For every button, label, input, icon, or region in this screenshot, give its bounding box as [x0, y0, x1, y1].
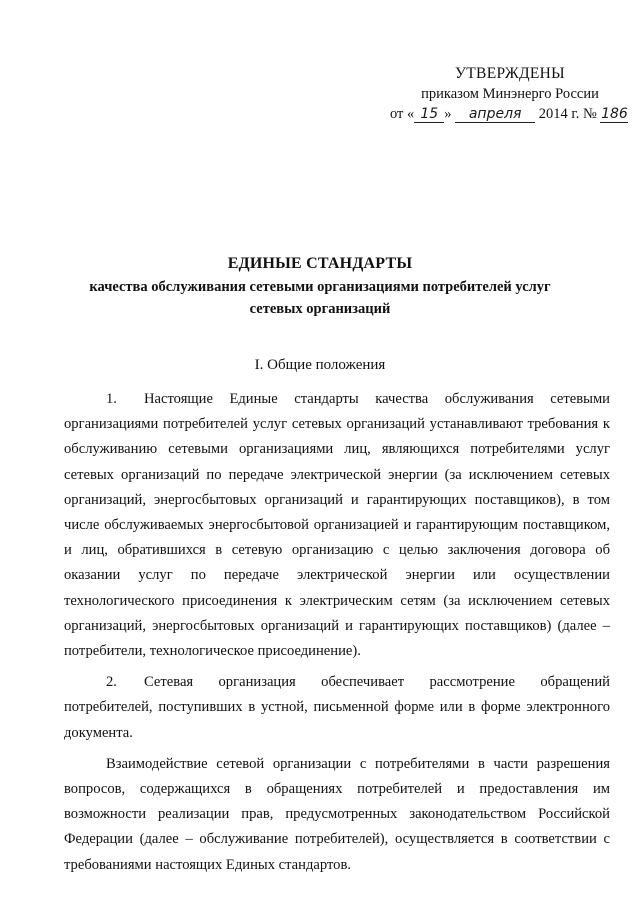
document-title — [0, 252, 640, 320]
order-authority: приказом Минэнерго России — [421, 86, 599, 102]
approval-stamp — [390, 64, 630, 124]
title-main: ЕДИНЫЕ СТАНДАРТЫ — [227, 255, 413, 272]
paragraph-1-text: Настоящие Единые стандарты качества обслуживания сетевыми организациями потребителей услуг сетевых организаций устанавливают требования к обслуживанию сетевыми организациями лиц, являющихся потребителями услуг сетевых организаций по передаче электрической энергии (за исключением сетевых организаций, энергосбытовых организаций и гарантирующих поставщиков), в том числе обслуживаемых энергосбытовой организацией и гарантирующим поставщиком, и лиц, обратившихся в сетевую организацию с целью заключения договора об оказании услуг по передаче электрической энергии или осуществлении технологического присоединения к электрическим сетям (за исключением сетевых организаций, энергосбытовых организаций и гарантирующих поставщиков) (далее – потребители, технологическое присоединение). — [64, 391, 610, 660]
handwritten-order-number: 186 — [601, 106, 628, 122]
section-heading: I. Общие положения — [254, 357, 386, 373]
title-subtitle-line-2: сетевых организаций — [249, 301, 391, 317]
date-prefix: от « — [390, 106, 415, 122]
title-subtitle-line-1: качества обслуживания сетевыми организациями потребителей услуг — [89, 279, 551, 295]
handwritten-month: апреля — [455, 106, 535, 123]
year-and-number-label: 2014 г. № — [538, 106, 597, 122]
order-date-line — [390, 104, 630, 124]
paragraph-2-number: 2. — [106, 674, 117, 691]
paragraph-3: Взаимодействие сетевой организации с потребителями в части разрешения вопросов, содержащихся в обращениях потребителей и предоставления им возможности реализации прав, предусмотренных законодательством Российской Федерации (далее – обслуживание потребителей), осуществляется в соответствии с требованиями настоящих Единых стандартов. — [64, 755, 610, 873]
paragraph-2-text: Сетевая организация обеспечивает рассмотрение обращений потребителей, поступивших в устной, письменной форме или в форме электронного документа. — [64, 674, 610, 741]
approved-label: УТВЕРЖДЕНЫ — [455, 65, 565, 82]
paragraph-2 — [64, 670, 610, 746]
paragraph-1-number: 1. — [106, 391, 117, 407]
date-quote-close: » — [444, 106, 452, 122]
paragraph-1 — [64, 387, 610, 664]
handwritten-day: 15 — [414, 106, 444, 123]
document-body — [64, 387, 610, 878]
